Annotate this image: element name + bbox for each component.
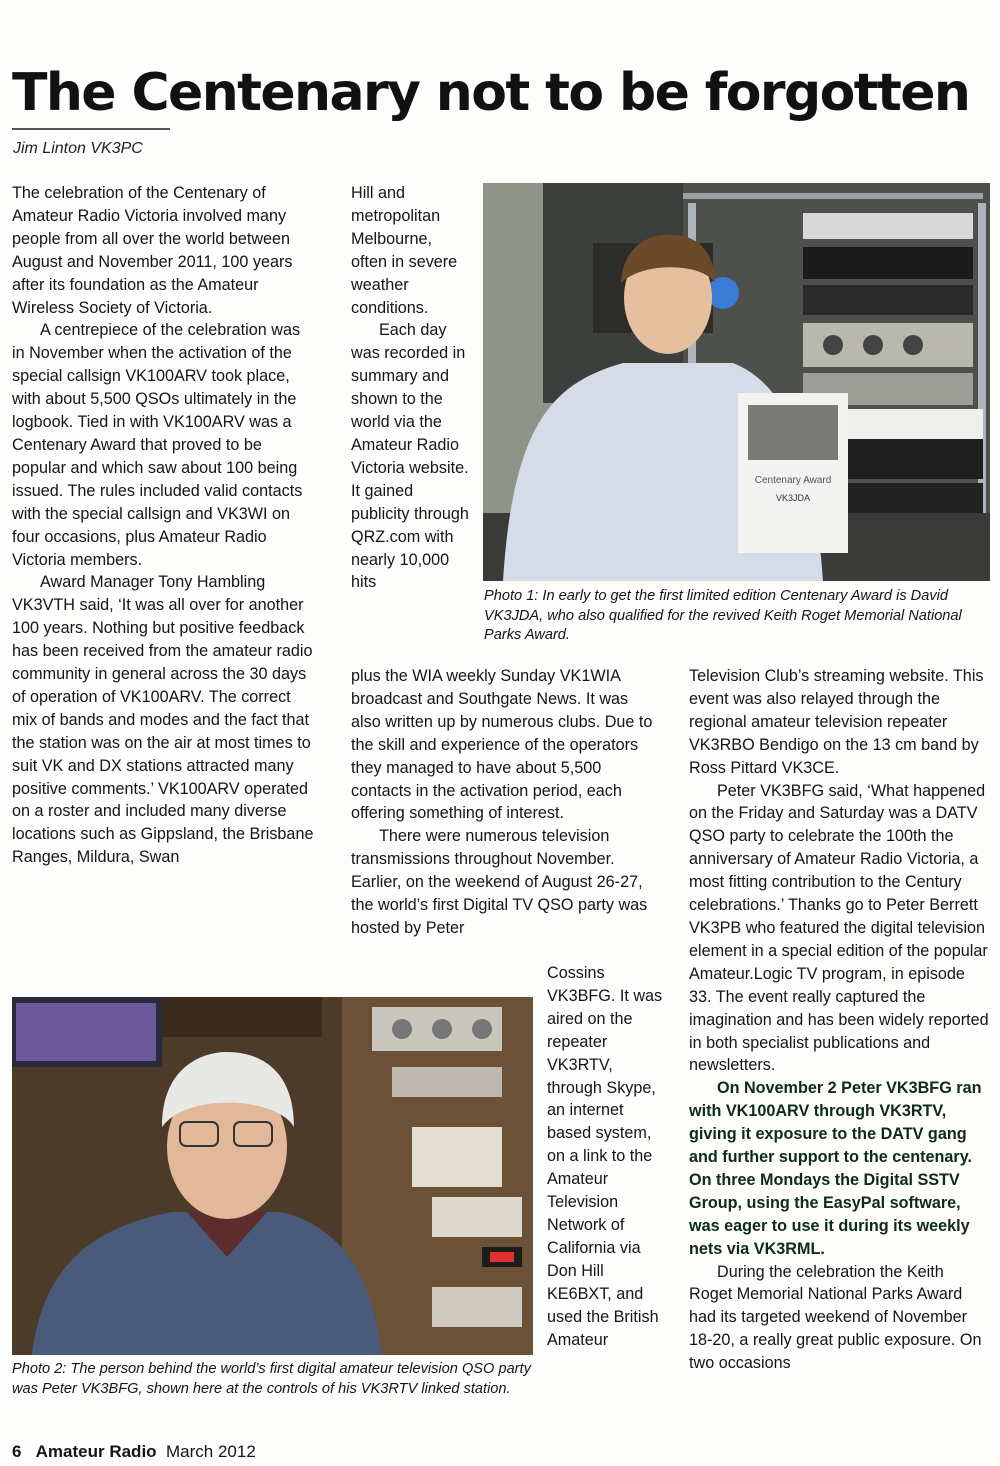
- page-number: 6: [12, 1442, 22, 1461]
- magazine-name: Amateur Radio: [35, 1442, 157, 1461]
- column-2-top: [351, 182, 469, 594]
- column-2-middle: [351, 665, 661, 940]
- paragraph: plus the WIA weekly Sunday VK1WIA broadcast and Southgate News. It was also written up by numerous clubs. Due to the skill and experience of the operators they managed to have about 5,500 contacts in the activation period, each offering something of interest.: [351, 667, 653, 823]
- photo-2-caption: Photo 2: The person behind the world’s first digital amateur television QSO party was Peter VK3BFG, shown here at the controls of his VK3RTV linked station.: [12, 1361, 531, 1397]
- photo-2-image: [12, 997, 533, 1355]
- paragraph: During the celebration the Keith Roget Memorial National Parks Award had its targeted weekend of November 18-20, a really great public exposure. On two occasions: [689, 1262, 982, 1373]
- page-footer: [12, 1442, 256, 1462]
- paragraph: Cossins VK3BFG. It was aired on the repeater VK3RTV, through Skype, an internet based system, on a link to the Amateur Television Network of California via Don Hill KE6BXT, and used the British Amateur: [547, 964, 663, 1349]
- column-3: [689, 665, 989, 1375]
- photo-1: [483, 183, 990, 581]
- certificate-callsign: VK3JDA: [775, 493, 811, 503]
- paragraph: Television Club’s streaming website. This event was also relayed through the regional amateur television repeater VK3RBO Bendigo on the 13 cm band by Ross Pittard VK3CE.: [689, 667, 984, 777]
- paragraph: Hill and metropolitan Melbourne, often in severe weather conditions.: [351, 184, 458, 317]
- issue-date: March 2012: [166, 1442, 256, 1461]
- paragraph: Peter VK3BFG said, ‘What happened on the Friday and Saturday was a DATV QSO party to celebrate the 100th the anniversary of Amateur Radio Victoria, a most fitting contribution to the Century celebrations.’ Thanks go to Peter Berrett VK3PB who featured the digital television element in a special edition of the popular Amateur.Logic TV program, in episode 33. The event really captured the imagination and has been widely reported in both specialist publications and newsletters.: [689, 781, 989, 1075]
- paragraph: There were numerous television transmissions throughout November. Earlier, on the weekend of August 26-27, the world’s first Digital TV QSO party was hosted by Peter: [351, 827, 648, 937]
- paragraph: The celebration of the Centenary of Amateur Radio Victoria involved many people from all over the world between August and November 2011, 100 years after its foundation as the Amateur Wireless Society of Victoria.: [12, 184, 293, 317]
- paragraph: Each day was recorded in summary and shown to the world via the Amateur Radio Victoria website. It gained publicity through QRZ.com with nearly 10,000 hits: [351, 321, 469, 592]
- column-2-bottom: [547, 962, 667, 1351]
- column-1: [12, 182, 317, 869]
- byline-rule: [12, 128, 170, 130]
- article-title: The Centenary not to be forgotten: [12, 63, 970, 123]
- certificate-title: Centenary Award: [754, 475, 832, 486]
- photo-2: [12, 997, 533, 1355]
- photo-1-image: [483, 183, 990, 581]
- paragraph: A centrepiece of the celebration was in November when the activation of the special callsign VK100ARV took place, with about 5,500 QSOs ultimately in the logbook. Tied in with VK100ARV was a Centenary Award that proved to be popular and which saw about 100 being issued. The rules included valid contacts with the special callsign and VK3WI on four occasions, plus Amateur Radio Victoria members.: [12, 321, 303, 569]
- photo-1-caption: Photo 1: In early to get the first limited edition Centenary Award is David VK3JDA, who also qualified for the revived Keith Roget Memorial National Parks Award.: [484, 588, 962, 644]
- paragraph: Award Manager Tony Hambling VK3VTH said, ‘It was all over for another 100 years. Nothing but positive feedback has been received from the amateur radio community in general across the 30 days of operation of VK100ARV. The correct mix of bands and modes and the fact that the station was on the air at most times to suit VK and DX stations attracted many positive comments.’ VK100ARV operated on a roster and included many diverse locations such as Gippsland, the Brisbane Ranges, Mildura, Swan: [12, 573, 314, 867]
- byline: Jim Linton VK3PC: [13, 140, 143, 157]
- paragraph: On November 2 Peter VK3BFG ran with VK100ARV through VK3RTV, giving it exposure to the DATV gang and further support to the centenary. On three Mondays the Digital SSTV Group, using the EasyPal software, was eager to use it during its weekly nets via VK3RML.: [689, 1079, 982, 1258]
